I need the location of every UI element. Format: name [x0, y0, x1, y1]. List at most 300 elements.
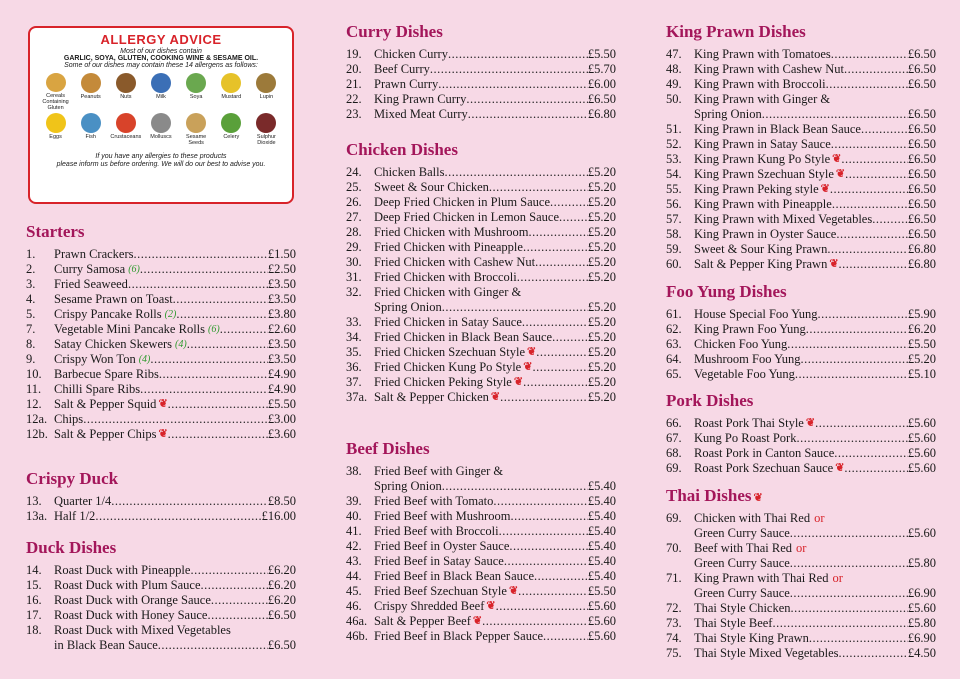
item-name: Roast Duck with Honey Sauce — [54, 608, 208, 622]
item-number: 39. — [346, 494, 362, 508]
menu-item — [346, 554, 616, 569]
item-number: 13a. — [26, 509, 48, 523]
item-name: King Prawn in Black Bean Sauce — [694, 122, 861, 136]
item-name: Roast Pork Thai Style — [694, 416, 804, 430]
menu-item — [346, 300, 616, 315]
bottle-icon — [256, 113, 276, 133]
allergy-title: ALLERGY ADVICE — [100, 32, 222, 47]
item-number: 59. — [666, 242, 682, 256]
item-number: 33. — [346, 315, 362, 329]
item-name: Crispy Won Ton — [54, 352, 136, 366]
item-name: Chicken Balls — [374, 165, 445, 179]
allergen-item — [251, 73, 282, 111]
menu-item — [666, 122, 936, 137]
item-name: in Black Bean Sauce — [54, 638, 158, 652]
item-price: £4.90 — [267, 382, 296, 396]
item-number: 31. — [346, 270, 362, 284]
item-name: Spring Onion — [374, 479, 442, 493]
item-name: Fried Chicken with Broccoli — [374, 270, 517, 284]
item-name: Spring Onion — [374, 300, 442, 314]
item-number: 12a. — [26, 412, 48, 426]
dot-leader — [468, 107, 588, 122]
allergen-label: Fish — [85, 134, 96, 140]
menu-item — [346, 539, 616, 554]
item-price: £3.60 — [267, 427, 296, 441]
item-number: 15. — [26, 578, 42, 592]
item-number: 50. — [666, 92, 682, 106]
item-number: 73. — [666, 616, 682, 630]
menu-item — [346, 629, 616, 644]
chili-icon: ❦ — [472, 615, 483, 627]
dot-leader — [430, 62, 588, 77]
item-name: King Prawn in Satay Sauce — [694, 137, 831, 151]
dot-leader — [795, 367, 908, 382]
menu-item — [666, 227, 936, 242]
dot-leader — [536, 345, 588, 360]
dot-leader — [523, 240, 588, 255]
item-price: £5.40 — [587, 569, 616, 583]
item-name: Half 1/2 — [54, 509, 96, 523]
dot-leader — [493, 494, 588, 509]
menu-item — [26, 593, 296, 608]
menu-item — [26, 563, 296, 578]
item-price: £6.00 — [587, 77, 616, 91]
dot-leader — [861, 122, 908, 137]
menu-item — [26, 247, 296, 262]
section-title-foo-yung — [666, 282, 787, 302]
item-number: 13. — [26, 494, 42, 508]
item-price: £3.50 — [267, 337, 296, 351]
item-number: 8. — [26, 337, 36, 351]
dot-leader — [831, 47, 908, 62]
allergen-label: Nuts — [120, 94, 132, 100]
item-name: Roast Duck with Pineapple — [54, 563, 191, 577]
sesame-icon — [186, 113, 206, 133]
menu-item — [346, 614, 616, 629]
item-number: 70. — [666, 541, 682, 555]
item-name: Fried Chicken with Mushroom — [374, 225, 529, 239]
item-name: Deep Fried Chicken in Lemon Sauce — [374, 210, 560, 224]
item-number: 25. — [346, 180, 362, 194]
menu-item — [666, 511, 936, 526]
allergy-advice-box — [28, 26, 294, 204]
section-title-chicken — [346, 140, 458, 160]
item-name: Beef Curry — [374, 62, 430, 76]
menu-item — [26, 494, 296, 509]
item-name: Salt & Pepper Chips — [54, 427, 157, 441]
dot-leader — [872, 212, 908, 227]
allergy-line2: GARLIC, SOYA, GLUTEN, COOKING WINE & SESAME OIL. — [63, 55, 259, 62]
item-price: £3.50 — [267, 352, 296, 366]
item-number — [346, 300, 374, 315]
item-number: 14. — [26, 563, 42, 577]
chili-icon: ❦ — [829, 258, 839, 270]
dot-leader — [791, 601, 908, 616]
dot-leader — [834, 446, 908, 461]
item-name: Thai Style King Prawn — [694, 631, 809, 645]
item-name: Sweet & Sour Chicken — [374, 180, 489, 194]
item-name: Kung Po Roast Pork — [694, 431, 797, 445]
item-number: 52. — [666, 137, 682, 151]
allergy-foot1: If you have any allergies to these products — [95, 153, 227, 160]
section-title-king-prawn — [666, 22, 806, 42]
menu-item — [666, 541, 936, 556]
item-number — [666, 586, 694, 601]
item-name: Fried Beef in Black Pepper Sauce — [374, 629, 544, 643]
item-number: 72. — [666, 601, 682, 615]
menu-item — [26, 578, 296, 593]
dot-leader — [844, 62, 908, 77]
item-price: £5.60 — [587, 629, 616, 643]
menu-item — [346, 180, 616, 195]
item-name: Fried Beef Szechuan Style — [374, 584, 507, 598]
mustard-icon — [221, 73, 241, 93]
dot-leader — [190, 563, 267, 578]
item-name: King Prawn with Cashew Nut — [694, 62, 844, 76]
item-price: £6.50 — [907, 122, 936, 136]
item-name: Roast Pork in Canton Sauce — [694, 446, 835, 460]
item-number: 28. — [346, 225, 362, 239]
menu-item — [666, 526, 936, 541]
dot-leader — [790, 556, 908, 571]
item-name: Roast Duck with Mixed Vegetables — [54, 623, 231, 637]
item-number: 12b. — [26, 427, 48, 441]
item-name: Thai Style Chicken — [694, 601, 791, 615]
item-number: 74. — [666, 631, 682, 645]
item-number: 64. — [666, 352, 682, 366]
dot-leader — [845, 167, 908, 182]
menu-item — [666, 62, 936, 77]
dot-leader — [444, 165, 587, 180]
menu-item — [346, 195, 616, 210]
item-price: £5.20 — [587, 195, 616, 209]
item-price: £5.20 — [587, 225, 616, 239]
item-quantity: (4) — [175, 339, 187, 350]
menu-item — [26, 322, 296, 337]
item-price: £6.50 — [267, 608, 296, 622]
item-price: £5.40 — [587, 524, 616, 538]
dot-leader — [140, 262, 268, 277]
dot-leader — [543, 629, 588, 644]
milk-icon — [151, 73, 171, 93]
dot-leader — [839, 646, 908, 661]
item-price: £5.80 — [907, 616, 936, 630]
menu-item — [346, 375, 616, 390]
item-number: 66. — [666, 416, 682, 430]
menu-item — [666, 646, 936, 661]
item-number: 7. — [26, 322, 36, 336]
dot-leader — [836, 227, 908, 242]
section-title-starters — [26, 222, 85, 242]
celery-icon — [221, 113, 241, 133]
item-name: Salt & Pepper Beef — [374, 614, 471, 628]
item-quantity: (6) — [208, 324, 220, 335]
item-number: 62. — [666, 322, 682, 336]
dot-leader — [830, 182, 908, 197]
item-name: Thai Style Beef — [694, 616, 773, 630]
section-title-text: Duck Dishes — [26, 538, 117, 557]
item-price: £6.50 — [907, 167, 936, 181]
item-price: £6.50 — [907, 152, 936, 166]
item-price: £6.20 — [267, 593, 296, 607]
menu-item — [346, 569, 616, 584]
item-number: 46b. — [346, 629, 368, 643]
item-name: Roast Pork Szechuan Sauce — [694, 461, 834, 475]
item-number: 42. — [346, 539, 362, 553]
item-number: 38. — [346, 464, 362, 478]
item-name: Fried Chicken in Satay Sauce — [374, 315, 522, 329]
dot-leader — [809, 631, 908, 646]
item-name: King Prawn Curry — [374, 92, 467, 106]
item-name: Green Curry Sauce — [694, 526, 790, 540]
item-number: 57. — [666, 212, 682, 226]
allergy-footer — [30, 153, 292, 169]
item-number: 60. — [666, 257, 682, 271]
item-number — [666, 556, 694, 571]
item-number: 40. — [346, 509, 362, 523]
menu-item — [26, 307, 296, 322]
item-name: Prawn Curry — [374, 77, 439, 91]
item-price: £5.60 — [907, 526, 936, 540]
dot-leader — [517, 270, 588, 285]
menu-item — [26, 337, 296, 352]
item-price: £1.50 — [267, 247, 296, 261]
item-number: 4. — [26, 292, 36, 306]
section-title-crispy-duck — [26, 469, 118, 489]
item-number: 43. — [346, 554, 362, 568]
item-price: £5.40 — [587, 554, 616, 568]
item-number: 45. — [346, 584, 362, 598]
menu-item — [666, 107, 936, 122]
allergen-item — [216, 73, 247, 111]
fish-icon — [81, 113, 101, 133]
dot-leader — [140, 382, 268, 397]
item-number: 63. — [666, 337, 682, 351]
menu-item — [666, 586, 936, 601]
menu-item — [666, 77, 936, 92]
item-number: 34. — [346, 330, 362, 344]
item-name: Prawn Crackers — [54, 247, 134, 261]
item-price: £5.40 — [587, 539, 616, 553]
item-number: 18. — [26, 623, 42, 637]
item-name: Fried Beef with Mushroom — [374, 509, 511, 523]
allergen-label: Soya — [189, 94, 203, 100]
item-number: 37. — [346, 375, 362, 389]
menu-item — [346, 62, 616, 77]
dot-leader — [95, 509, 261, 524]
chili-icon: ❦ — [832, 153, 842, 165]
menu-item — [346, 77, 616, 92]
item-price: £2.60 — [267, 322, 296, 336]
item-number: 69. — [666, 511, 682, 525]
dot-leader — [532, 360, 587, 375]
item-quantity: (2) — [164, 309, 177, 320]
allergen-label: Crustaceans — [110, 134, 142, 140]
item-name: King Prawn with Mixed Vegetables — [694, 212, 873, 226]
menu-item — [26, 367, 296, 382]
item-number: 20. — [346, 62, 362, 76]
dot-leader — [801, 352, 908, 367]
section-title-text: Thai Dishes — [666, 486, 752, 505]
item-name: Crispy Pancake Rolls — [54, 307, 162, 321]
item-number: 17. — [26, 608, 42, 622]
menu-item — [26, 397, 296, 412]
wheat-icon — [46, 73, 66, 92]
item-number — [666, 526, 694, 541]
dot-leader — [806, 322, 908, 337]
item-number: 19. — [346, 47, 362, 61]
item-price: £6.80 — [907, 257, 936, 271]
menu-item — [666, 242, 936, 257]
item-price: £6.80 — [587, 107, 616, 121]
item-price: £3.80 — [267, 307, 296, 321]
egg-icon — [46, 113, 66, 133]
item-name: Spring Onion — [694, 107, 762, 121]
item-price: £5.10 — [907, 367, 936, 381]
item-number: 24. — [346, 165, 362, 179]
dot-leader — [815, 416, 908, 431]
menu-item — [666, 461, 936, 476]
section-title-beef — [346, 439, 430, 459]
menu-item — [26, 638, 296, 653]
item-name: Fried Beef in Black Bean Sauce — [374, 569, 535, 583]
item-price: £6.50 — [907, 62, 936, 76]
dot-leader — [220, 322, 268, 337]
allergen-label: Sulphur Dioxide — [256, 134, 276, 146]
dot-leader — [159, 367, 268, 382]
item-number: 10. — [26, 367, 42, 381]
item-price: £5.20 — [587, 360, 616, 374]
menu-item — [666, 197, 936, 212]
item-name: Chicken with Thai Red — [694, 511, 811, 525]
item-number: 71. — [666, 571, 682, 585]
section-title-text: Starters — [26, 222, 85, 241]
item-name: Sesame Prawn on Toast — [54, 292, 173, 306]
menu-item — [26, 427, 296, 442]
item-number — [346, 479, 374, 494]
item-name: Green Curry Sauce — [694, 586, 790, 600]
item-price: £6.20 — [907, 322, 936, 336]
dot-leader — [438, 77, 588, 92]
allergen-item — [181, 113, 212, 151]
section-title-thai — [666, 486, 763, 506]
item-name: King Prawn Foo Yung — [694, 322, 806, 336]
item-number: 69. — [666, 461, 682, 475]
item-name: King Prawn with Ginger & — [694, 92, 831, 106]
section-title-text: Foo Yung Dishes — [666, 282, 787, 301]
item-price: £5.60 — [587, 614, 616, 628]
item-or: or — [796, 541, 807, 555]
dot-leader — [176, 307, 268, 322]
menu-item — [346, 240, 616, 255]
chili-icon: ❦ — [486, 600, 496, 612]
item-price: £5.40 — [587, 509, 616, 523]
item-quantity: (6) — [128, 264, 140, 275]
dot-leader — [827, 242, 908, 257]
item-price: £5.20 — [587, 375, 616, 389]
item-name: Salt & Pepper Chicken — [374, 390, 489, 404]
item-number: 53. — [666, 152, 682, 166]
allergen-label: Celery — [223, 134, 240, 140]
allergen-item — [75, 113, 106, 151]
item-name: King Prawn with Broccoli — [694, 77, 826, 91]
section-title-text: Beef Dishes — [346, 439, 430, 458]
item-price: £6.50 — [907, 47, 936, 61]
menu-item — [666, 257, 936, 272]
menu-item — [26, 412, 296, 427]
item-name: Fried Chicken with Pineapple — [374, 240, 523, 254]
allergy-line3: Some of our dishes may contain these 14 allergens as follows: — [64, 62, 258, 69]
dot-leader — [831, 137, 908, 152]
item-name: Fried Chicken with Ginger & — [374, 285, 522, 299]
item-number: 26. — [346, 195, 362, 209]
item-price: £6.50 — [587, 92, 616, 106]
item-name: Chicken Curry — [374, 47, 448, 61]
item-number: 22. — [346, 92, 362, 106]
menu-item — [26, 277, 296, 292]
item-price: £6.90 — [907, 586, 936, 600]
section-title-duck — [26, 538, 116, 558]
dot-leader — [207, 608, 267, 623]
item-name: King Prawn Peking style — [694, 182, 819, 196]
menu-item — [346, 390, 616, 405]
menu-item — [346, 92, 616, 107]
item-number: 32. — [346, 285, 362, 299]
dot-leader — [552, 330, 588, 345]
item-number: 21. — [346, 77, 362, 91]
item-number: 54. — [666, 167, 682, 181]
item-name: Crispy Shredded Beef — [374, 599, 485, 613]
dot-leader — [168, 397, 268, 412]
shell-icon — [151, 113, 171, 133]
item-name: Quarter 1/4 — [54, 494, 112, 508]
dot-leader — [150, 352, 268, 367]
menu-item — [666, 431, 936, 446]
menu-item — [666, 47, 936, 62]
menu-item — [346, 255, 616, 270]
item-number: 37a. — [346, 390, 368, 404]
item-price: £4.90 — [267, 367, 296, 381]
section-title-text: Chicken Dishes — [346, 140, 458, 159]
dot-leader — [211, 593, 268, 608]
item-name: Fried Chicken Kung Po Style — [374, 360, 522, 374]
menu-item — [26, 352, 296, 367]
item-price: £5.80 — [907, 556, 936, 570]
item-name: King Prawn with Pineapple — [694, 197, 832, 211]
dot-leader — [168, 427, 268, 442]
item-name: Salt & Pepper King Prawn — [694, 257, 828, 271]
dot-leader — [158, 638, 268, 653]
item-price: £5.20 — [587, 240, 616, 254]
menu-item — [346, 524, 616, 539]
menu-item — [666, 337, 936, 352]
item-price: £5.40 — [587, 479, 616, 493]
item-price: £5.90 — [907, 307, 936, 321]
item-name: Sweet & Sour King Prawn — [694, 242, 828, 256]
item-number: 75. — [666, 646, 682, 660]
item-price: £5.20 — [587, 390, 616, 404]
item-price: £6.50 — [907, 137, 936, 151]
dot-leader — [83, 412, 268, 427]
menu-item — [346, 210, 616, 225]
menu-item — [666, 307, 936, 322]
dot-leader — [128, 277, 268, 292]
dot-leader — [529, 225, 588, 240]
chili-icon: ❦ — [835, 462, 845, 474]
item-number — [26, 638, 54, 653]
section-title-curry — [346, 22, 443, 42]
item-name: House Special Foo Yung — [694, 307, 818, 321]
